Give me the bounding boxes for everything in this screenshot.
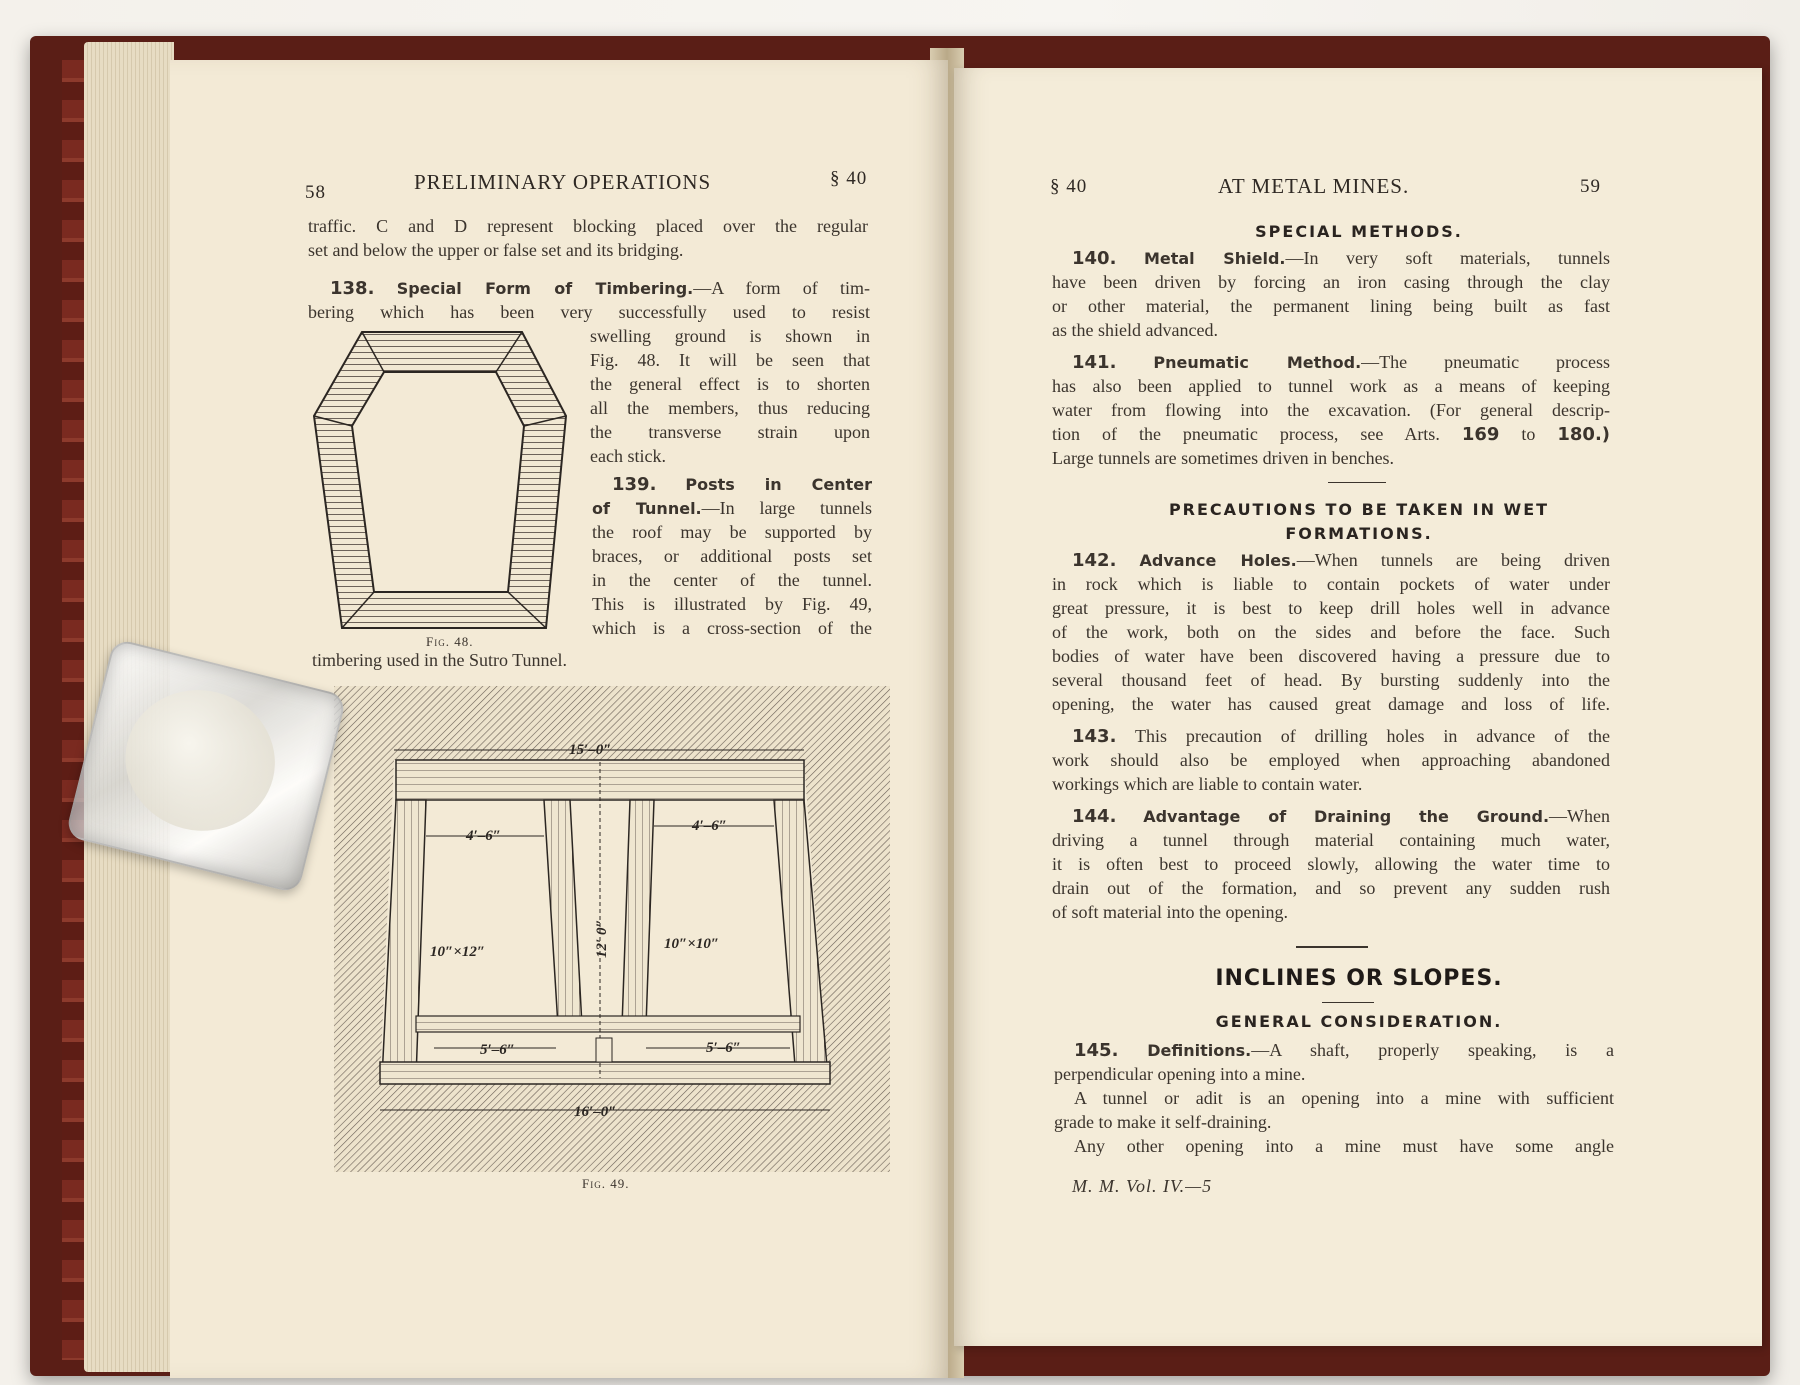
para-139-number: 139.	[612, 474, 657, 495]
left-intro-line-2: set and below the upper or false set and its bridging.	[308, 240, 684, 260]
para-141-line-3: water from flowing into the excavation. (For general descrip-	[1052, 400, 1610, 420]
para-139-text: —In large tunnels	[701, 498, 873, 518]
para-139-line-4: braces, or additional posts set	[592, 546, 872, 566]
para-144-line-1	[1072, 804, 1610, 829]
para-145-line-1	[1074, 1038, 1614, 1063]
inclines-heading: INCLINES OR SLOPES.	[1215, 966, 1503, 991]
para-142-line-6: several thousand feet of head. By bursting suddenly into the	[1052, 670, 1610, 690]
para-141-text: —The pneumatic process	[1361, 352, 1610, 372]
para-141-line-4-text: tion of the pneumatic process, see Arts.	[1052, 424, 1440, 444]
fig-49-dim-top: 15′–0″	[569, 742, 612, 758]
para-139-line-3: the roof may be supported by	[592, 522, 872, 542]
fig-49-dim-left-post: 10″×12″	[430, 944, 486, 960]
para-143-number: 143.	[1072, 726, 1117, 747]
fig-49-dim-right-top: 4′–6″	[692, 818, 728, 834]
right-page-number: 59	[1580, 176, 1601, 197]
para-144-line-5: of soft material into the opening.	[1052, 902, 1288, 922]
para-142-text: —When tunnels are being driven	[1296, 550, 1610, 570]
glass-lens	[110, 674, 289, 846]
fig-49-dim-left-top: 4′–6″	[466, 828, 502, 844]
article-169-ref: 169	[1461, 424, 1500, 445]
para-145-line-5: Any other opening into a mine must have some angle	[1074, 1136, 1614, 1156]
para-139-heading-1: Posts in Center	[685, 475, 872, 494]
para-140-line-4: as the shield advanced.	[1052, 320, 1218, 340]
para-138-heading: Special Form of Timbering.	[396, 279, 694, 298]
para-138-line-1	[330, 276, 870, 301]
right-section-mark: § 40	[1050, 176, 1088, 197]
section-divider-3	[1322, 1002, 1374, 1003]
fig-49-dim-right-post: 10″×10″	[664, 936, 720, 952]
fig-49-dim-height: 12′ 0″	[594, 919, 610, 958]
left-running-head: PRELIMINARY OPERATIONS	[414, 170, 712, 194]
para-144-line-2: driving a tunnel through material containing much water,	[1052, 830, 1610, 850]
para-140-line-3: or other material, the permanent lining being built as fast	[1052, 296, 1610, 316]
fig-49-dim-left-bottom: 5′–6″	[480, 1042, 516, 1058]
para-141-line-4	[1052, 422, 1610, 447]
fig-48-caption: Fig. 48.	[426, 634, 474, 649]
para-145-number: 145.	[1074, 1040, 1119, 1061]
para-139-line-8: timbering used in the Sutro Tunnel.	[312, 650, 568, 670]
para-141-heading: Pneumatic Method.	[1153, 353, 1362, 372]
para-141-line-1	[1072, 350, 1610, 375]
left-page-number: 58	[305, 182, 326, 203]
para-143-line-2: work should also be employed when approaching abandoned	[1052, 750, 1610, 770]
para-139-line-1	[612, 472, 872, 497]
para-145-text: —A shaft, properly speaking, is a	[1251, 1040, 1615, 1060]
para-142-line-2: in rock which is liable to contain pockets of water under	[1052, 574, 1610, 594]
section-divider-1	[1328, 482, 1386, 483]
para-142-line-5: bodies of water have been discovered having a pressure due to	[1052, 646, 1610, 666]
para-145-line-2: perpendicular opening into a mine.	[1054, 1064, 1306, 1084]
para-139-line-7: which is a cross-section of the	[592, 618, 872, 638]
para-138-text: —A form of tim-	[693, 278, 871, 298]
left-section-mark: § 40	[830, 168, 868, 189]
right-running-head: AT METAL MINES.	[1218, 174, 1410, 198]
precautions-heading-2: FORMATIONS.	[1285, 524, 1433, 543]
general-consideration-heading: GENERAL CONSIDERATION.	[1215, 1012, 1503, 1031]
para-141-line-2: has also been applied to tunnel work as a means of keeping	[1052, 376, 1610, 396]
section-divider-2	[1296, 946, 1368, 948]
para-139-line-6: This is illustrated by Fig. 49,	[592, 594, 872, 614]
para-138-line-7: the transverse strain upon	[590, 422, 870, 442]
signature-mark: M. M. Vol. IV.—5	[1072, 1176, 1213, 1196]
para-138-line-2: bering which has been very successfully used to resist	[308, 302, 870, 322]
para-141-number: 141.	[1072, 352, 1117, 373]
para-145-line-3: A tunnel or adit is an opening into a mine with sufficient	[1074, 1088, 1614, 1108]
special-methods-heading: SPECIAL METHODS.	[1255, 222, 1463, 241]
para-141-line-5: Large tunnels are sometimes driven in benches.	[1052, 448, 1395, 468]
para-138-number: 138.	[330, 278, 375, 299]
para-144-line-4: drain out of the formation, and so prevent any sudden rush	[1052, 878, 1610, 898]
para-139-line-5: in the center of the tunnel.	[592, 570, 872, 590]
para-140-line-1	[1072, 246, 1610, 271]
fig-48-timber-frame	[312, 328, 580, 638]
para-143-text: This precaution of drilling holes in advance of the	[1134, 726, 1610, 746]
para-139-heading-2: of Tunnel.	[592, 499, 702, 518]
para-144-number: 144.	[1072, 806, 1117, 827]
para-142-line-3: great pressure, it is best to keep drill holes well in advance	[1052, 598, 1610, 618]
para-138-line-6: all the members, thus reducing	[590, 398, 870, 418]
para-145-line-4: grade to make it self-draining.	[1054, 1112, 1272, 1132]
para-139-line-2	[592, 496, 872, 521]
para-144-line-3: it is often best to proceed slowly, allowing the water time to	[1052, 854, 1610, 874]
fig-49-dim-bottom: 16′–0″	[574, 1104, 617, 1120]
para-144-text: —When	[1549, 806, 1611, 826]
fig-49-sutro-tunnel-cross-section	[334, 686, 890, 1172]
para-142-line-1	[1072, 548, 1610, 573]
para-142-line-4: of the work, both on the sides and before the face. Such	[1052, 622, 1610, 642]
precautions-heading-1: PRECAUTIONS TO BE TAKEN IN WET	[1168, 500, 1550, 519]
para-143-line-1	[1072, 724, 1610, 749]
para-140-line-2: have been driven by forcing an iron casing through the clay	[1052, 272, 1610, 292]
para-140-text: —In very soft materials, tunnels	[1285, 248, 1610, 268]
left-intro-line-1: traffic. C and D represent blocking placed over the regular	[308, 216, 868, 236]
para-140-number: 140.	[1072, 248, 1117, 269]
to-word: to	[1521, 424, 1536, 444]
fig-49-caption: Fig. 49.	[582, 1176, 630, 1191]
para-138-line-4: Fig. 48. It will be seen that	[590, 350, 870, 370]
article-180-ref: 180.)	[1557, 424, 1611, 445]
para-145-heading: Definitions.	[1147, 1041, 1252, 1060]
para-142-number: 142.	[1072, 550, 1117, 571]
para-138-line-5: the general effect is to shorten	[590, 374, 870, 394]
para-142-heading: Advance Holes.	[1139, 551, 1297, 570]
para-138-line-3: swelling ground is shown in	[590, 326, 870, 346]
fig-49-dim-right-bottom: 5′–6″	[706, 1040, 742, 1056]
para-143-line-3: workings which are liable to contain water.	[1052, 774, 1363, 794]
para-142-line-7: opening, the water has caused great damage and loss of life.	[1052, 694, 1610, 714]
para-138-line-8: each stick.	[590, 446, 666, 466]
para-140-heading: Metal Shield.	[1143, 249, 1286, 268]
para-144-heading: Advantage of Draining the Ground.	[1143, 807, 1550, 826]
